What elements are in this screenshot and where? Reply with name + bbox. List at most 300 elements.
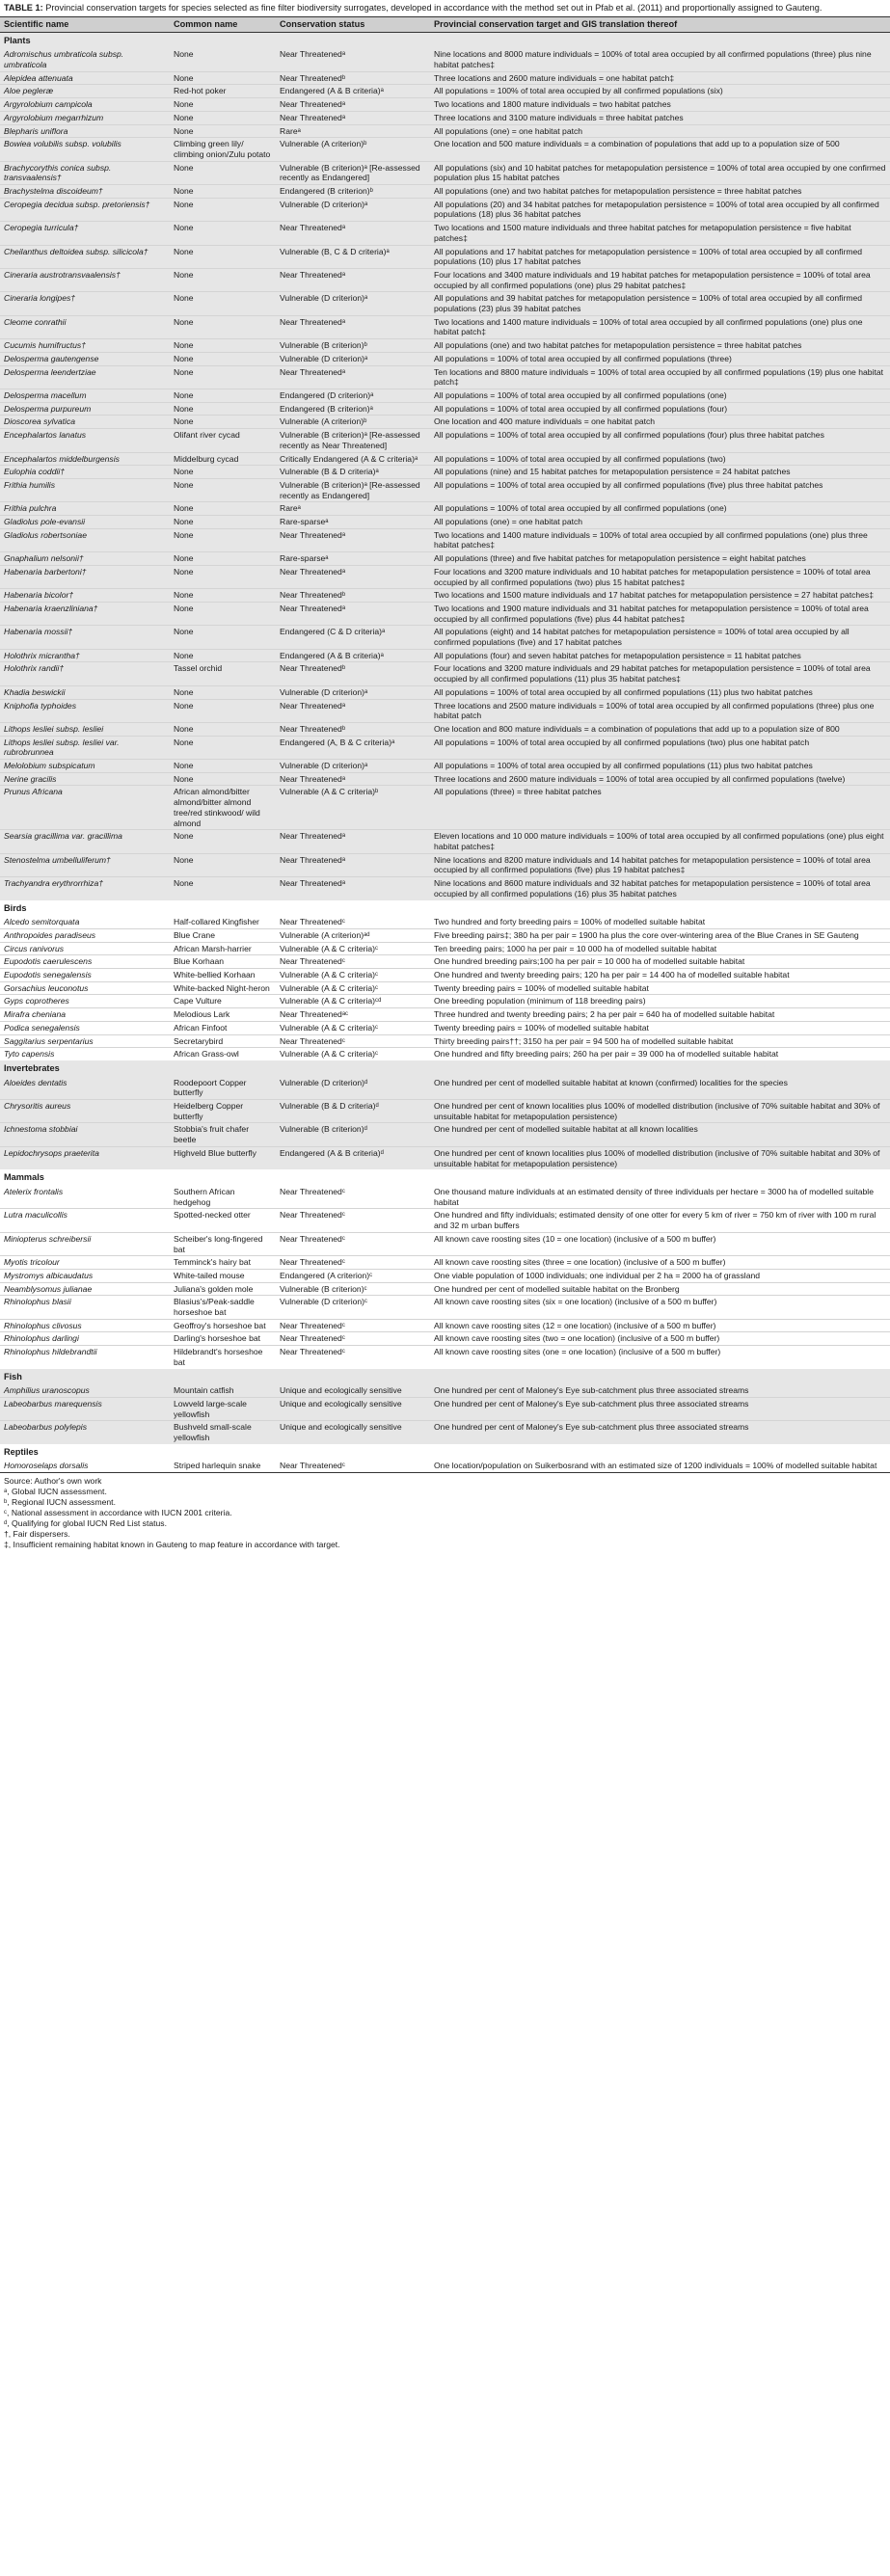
scientific-name-cell: Cineraria austrotransvaalensis†	[0, 268, 170, 291]
provincial-target-cell: One location/population on Suikerbosrand with an estimated size of 1200 individuals = 100% of modelled suitable habitat	[434, 1461, 877, 1471]
common-name-cell: Melodious Lark	[170, 1008, 276, 1022]
table-row	[0, 1384, 890, 1397]
header-common-name: Common name	[170, 16, 276, 32]
provincial-target-cell: All populations = 100% of total area occupied by all confirmed populations (one)	[430, 502, 890, 516]
table-row	[0, 389, 890, 402]
common-name-cell: Stobbia's fruit chafer beetle	[170, 1123, 276, 1146]
common-name-cell: None	[170, 339, 276, 353]
conservation-status-cell: Near Threatenedᶜ	[276, 1319, 430, 1332]
table-row	[0, 1232, 890, 1255]
table-row	[0, 760, 890, 773]
table-row	[0, 1186, 890, 1209]
header-provincial-target: Provincial conservation target and GIS translation thereof	[430, 16, 890, 32]
table-row	[0, 1100, 890, 1123]
table-row	[0, 161, 890, 184]
common-name-cell: None	[170, 830, 276, 853]
conservation-status-cell: Critically Endangered (A & C criteria)ᵃ	[276, 452, 430, 466]
conservation-status-cell: Vulnerable (B criterion)ᵈ	[276, 1123, 430, 1146]
conservation-status-cell: Near Threatenedᵃ	[276, 48, 430, 71]
provincial-target-cell: All populations (eight) and 14 habitat patches for metapopulation persistence = 100% of total area occupied by all confirmed populations (five) and 17 habitat patches	[430, 626, 890, 649]
common-name-cell: None	[170, 365, 276, 389]
provincial-target-cell: All populations (nine) and 15 habitat patches for metapopulation persistence = 24 habitat patches	[430, 466, 890, 479]
conservation-status-cell: Near Threatenedᵇ	[276, 722, 430, 736]
conservation-status-cell: Vulnerable (A & C criteria)ᶜ	[276, 1048, 430, 1060]
common-name-cell: Striped harlequin snake	[174, 1461, 261, 1471]
conservation-status-cell: Near Threatenedᵃᶜ	[276, 1008, 430, 1022]
provincial-target-cell: Eleven locations and 10 000 mature individuals = 100% of total area occupied by all confirmed populations (one) plus eight habitat patches‡	[430, 830, 890, 853]
section-header-row	[0, 1444, 890, 1461]
scientific-name-cell: Khadia beswickii	[0, 685, 170, 699]
table-row	[0, 268, 890, 291]
scientific-name-cell: Ichnestoma stobbiai	[0, 1123, 170, 1146]
provincial-target-cell: Two locations and 1400 mature individuals = 100% of total area occupied by all confirmed populations (one) plus one habitat patch‡	[430, 315, 890, 338]
conservation-status-cell: Near Threatenedᵃ	[276, 853, 430, 876]
conservation-status-cell: Endangered (B criterion)ᵇ	[276, 185, 430, 199]
scientific-name-cell: Ceropegia decidua subsp. pretoriensis†	[0, 198, 170, 221]
provincial-target-cell: All known cave roosting sites (two = one location) (inclusive of a 500 m buffer)	[430, 1332, 890, 1346]
table-row	[0, 1209, 890, 1232]
conservation-status-cell: Near Threatenedᵃ	[276, 268, 430, 291]
table-row	[0, 662, 890, 685]
provincial-target-cell: All populations (one) = one habitat patch	[430, 124, 890, 138]
provincial-target-cell: Three locations and 2600 mature individuals = 100% of total area occupied by all confirmed populations (twelve)	[430, 772, 890, 786]
conservation-status-cell: Near Threatenedᵃ	[276, 699, 430, 722]
provincial-target-cell: Two locations and 1800 mature individuals = two habitat patches	[430, 98, 890, 112]
table-row	[0, 245, 890, 268]
scientific-name-cell: Neamblysomus julianae	[0, 1282, 170, 1296]
scientific-name-cell: Lepidochrysops praeterita	[0, 1146, 170, 1169]
table-row	[0, 98, 890, 112]
table-row	[0, 736, 890, 759]
provincial-target-cell: Two locations and 1500 mature individuals and 17 habitat patches for metapopulation persistence = 27 habitat patches‡	[430, 589, 890, 603]
provincial-target-cell: One location and 400 mature individuals = one habitat patch	[430, 416, 890, 429]
provincial-target-cell: All populations (four) and seven habitat patches for metapopulation persistence = 11 habitat patches	[430, 649, 890, 662]
table-row	[0, 315, 890, 338]
scientific-name-cell: Atelerix frontalis	[4, 1186, 64, 1196]
scientific-name-cell: Argyrolobium campicola	[0, 98, 170, 112]
provincial-target-cell: All populations and 39 habitat patches for metapopulation persistence = 100% of total area occupied by all confirmed populations (23) plus 39 habitat patches	[430, 292, 890, 315]
table-row	[0, 1397, 890, 1420]
table-footnotes	[0, 1472, 890, 1553]
table-row	[0, 853, 890, 876]
common-name-cell: None	[170, 352, 276, 365]
conservation-status-cell: Endangered (D criterion)ᵃ	[276, 389, 430, 402]
conservation-status-cell: Near Threatenedᶜ	[276, 1232, 430, 1255]
common-name-cell: None	[170, 402, 276, 416]
conservation-status-cell: Near Threatenedᵇ	[276, 662, 430, 685]
common-name-cell: Highveld Blue butterfly	[170, 1146, 276, 1169]
common-name-cell: Roodepoort Copper butterfly	[170, 1077, 276, 1100]
table-row	[0, 352, 890, 365]
conservation-status-cell: Vulnerable (A & C criteria)ᶜ	[276, 981, 430, 995]
footnote-item: †, Fair dispersers.	[4, 1529, 70, 1540]
provincial-target-cell: One location and 500 mature individuals = a combination of populations that add up to a population size of 500	[430, 138, 890, 161]
common-name-cell: African Finfoot	[170, 1021, 276, 1034]
common-name-cell: Red-hot poker	[170, 85, 276, 98]
provincial-target-cell: Four locations and 3200 mature individuals and 29 habitat patches for metapopulation persistence = 100% of total area occupied by all confirmed populations (11) plus 35 habitat patches‡	[430, 662, 890, 685]
provincial-target-cell: One hundred per cent of known localities plus 100% of modelled distribution (inclusive of 70% suitable habitat and 30% of unsuitable habitat for metapopulation persistence)	[430, 1146, 890, 1169]
provincial-target-cell: One thousand mature individuals at an estimated density of three individuals per hectare = 3000 ha of modelled suitable habitat	[434, 1186, 874, 1207]
conservation-status-cell: Vulnerable (D criterion)ᵃ	[276, 292, 430, 315]
section-header-row	[0, 32, 890, 48]
conservation-status-cell: Near Threatenedᵃ	[276, 830, 430, 853]
common-name-cell: African Marsh-harrier	[170, 942, 276, 955]
provincial-target-cell: All populations (one) and two habitat patches for metapopulation persistence = three habitat patches	[430, 185, 890, 199]
table-row	[0, 649, 890, 662]
conservation-status-cell: Vulnerable (B criterion)ᶜ	[276, 1282, 430, 1296]
scientific-name-cell: Gyps coprotheres	[0, 995, 170, 1008]
common-name-cell: Tassel orchid	[170, 662, 276, 685]
scientific-name-cell: Saggitarius serpentarius	[0, 1034, 170, 1048]
conservation-status-cell: Vulnerable (D criterion)ᵃ	[276, 760, 430, 773]
scientific-name-cell: Ceropegia turricula†	[0, 222, 170, 245]
table-row	[0, 1421, 890, 1444]
conservation-status-cell: Unique and ecologically sensitive	[276, 1384, 430, 1397]
common-name-cell: None	[170, 292, 276, 315]
common-name-cell: None	[170, 389, 276, 402]
scientific-name-cell: Chrysoritis aureus	[0, 1100, 170, 1123]
provincial-target-cell: Ten locations and 8800 mature individuals = 100% of total area occupied by all confirmed populations (19) plus one habitat patch‡	[430, 365, 890, 389]
common-name-cell: None	[170, 626, 276, 649]
conservation-status-cell: Vulnerable (B & D criteria)ᵃ	[276, 466, 430, 479]
common-name-cell: Blasius's/Peak-saddle horseshoe bat	[170, 1296, 276, 1319]
conservation-status-cell: Vulnerable (D criterion)ᵃ	[276, 685, 430, 699]
scientific-name-cell: Holothrix micrantha†	[0, 649, 170, 662]
table-row	[0, 478, 890, 501]
provincial-target-cell: All populations = 100% of total area occupied by all confirmed populations (four) plus three habitat patches	[430, 429, 890, 452]
conservation-status-cell: Vulnerable (A criterion)ᵃᵈ	[276, 928, 430, 942]
conservation-status-cell: Vulnerable (A & C criteria)ᵇ	[276, 786, 430, 830]
table-row	[0, 981, 890, 995]
table-row	[0, 1332, 890, 1346]
table-row	[0, 528, 890, 551]
conservation-status-cell: Endangered (B criterion)ᵃ	[276, 402, 430, 416]
conservation-status-cell: Near Threatenedᵇ	[276, 589, 430, 603]
common-name-cell: None	[170, 760, 276, 773]
common-name-cell: Climbing green lily/ climbing onion/Zulu potato	[170, 138, 276, 161]
conservation-status-cell: Near Threatenedᵇ	[276, 71, 430, 85]
scientific-name-cell: Lutra maculicollis	[0, 1209, 170, 1232]
conservation-status-cell: Near Threatenedᵃ	[276, 772, 430, 786]
common-name-cell: White-backed Night-heron	[170, 981, 276, 995]
header-conservation-status: Conservation status	[276, 16, 430, 32]
conservation-status-cell: Near Threatenedᵃ	[276, 111, 430, 124]
provincial-target-cell: One hundred per cent of modelled suitable habitat at known (confirmed) localities for the species	[430, 1077, 890, 1100]
scientific-name-cell: Myotis tricolour	[0, 1256, 170, 1270]
section-title: Fish	[0, 1369, 890, 1385]
footnote-item: ‡, Insufficient remaining habitat known in Gauteng to map feature in accordance with target.	[4, 1540, 340, 1550]
provincial-target-cell: All populations = 100% of total area occupied by all confirmed populations (11) plus two habitat patches	[430, 760, 890, 773]
table-row	[0, 969, 890, 982]
conservation-status-cell: Vulnerable (B criterion)ᵃ [Re-assessed recently as Endangered]	[276, 478, 430, 501]
scientific-name-cell: Stenostelma umbelluliferum†	[0, 853, 170, 876]
scientific-name-cell: Dioscorea sylvatica	[0, 416, 170, 429]
scientific-name-cell: Searsia gracillima var. gracillima	[0, 830, 170, 853]
common-name-cell: None	[170, 877, 276, 900]
scientific-name-cell: Alcedo semitorquata	[4, 917, 80, 927]
scientific-name-cell: Labeobarbus polylepis	[0, 1421, 170, 1444]
scientific-name-cell: Miniopterus schreibersii	[0, 1232, 170, 1255]
common-name-cell: None	[170, 699, 276, 722]
table-row	[0, 1296, 890, 1319]
footnote-item: ᵃ, Global IUCN assessment.	[4, 1487, 107, 1497]
table-row	[0, 48, 890, 71]
common-name-cell: None	[170, 315, 276, 338]
common-name-cell: None	[170, 649, 276, 662]
provincial-target-cell: Nine locations and 8000 mature individuals = 100% of total area occupied by all confirmed populations (three) plus nine habitat patches‡	[430, 48, 890, 71]
common-name-cell: Heidelberg Copper butterfly	[170, 1100, 276, 1123]
provincial-target-cell: All populations (one) = one habitat patch	[430, 516, 890, 529]
conservation-status-cell: Vulnerable (D criterion)ᵈ	[276, 1077, 430, 1100]
provincial-target-cell: Two locations and 1900 mature individuals and 31 habitat patches for metapopulation persistence = 100% of total area occupied by all confirmed populations (five) plus 44 habitat patches‡	[430, 602, 890, 625]
table-row	[0, 292, 890, 315]
conservation-status-cell: Endangered (C & D criteria)ᵃ	[276, 626, 430, 649]
provincial-target-cell: All populations (three) and five habitat patches for metapopulation persistence = eight habitat patches	[430, 552, 890, 566]
conservation-status-cell: Near Threatenedᶜ	[276, 955, 430, 969]
common-name-cell: None	[170, 222, 276, 245]
common-name-cell: None	[170, 552, 276, 566]
common-name-cell: None	[170, 466, 276, 479]
provincial-target-cell: All populations = 100% of total area occupied by all confirmed populations (five) plus three habitat patches	[430, 478, 890, 501]
table-row	[0, 111, 890, 124]
caption-label: TABLE 1:	[4, 3, 43, 13]
scientific-name-cell: Gorsachius leuconotus	[0, 981, 170, 995]
scientific-name-cell: Rhinolophus clivosus	[0, 1319, 170, 1332]
common-name-cell: Blue Crane	[170, 928, 276, 942]
scientific-name-cell: Eupodotis caerulescens	[0, 955, 170, 969]
section-header-row	[0, 1169, 890, 1186]
conservation-status-cell: Endangered (A, B & C criteria)ᵃ	[276, 736, 430, 759]
conservation-status-cell: Vulnerable (B criterion)ᵃ [Re-assessed recently as Near Threatened]	[276, 429, 430, 452]
provincial-target-cell: One location and 800 mature individuals = a combination of populations that add up to a population size of 800	[430, 722, 890, 736]
table-row	[0, 138, 890, 161]
table-row	[0, 339, 890, 353]
provincial-target-cell: One hundred per cent of Maloney's Eye sub-catchment plus three associated streams	[430, 1421, 890, 1444]
common-name-cell: African almond/bitter almond/bitter almond tree/red stinkwood/ wild almond	[170, 786, 276, 830]
common-name-cell: None	[170, 528, 276, 551]
conservation-status-cell: Near Threatenedᵃ	[276, 528, 430, 551]
common-name-cell: None	[170, 685, 276, 699]
provincial-target-cell: All known cave roosting sites (one = one location) (inclusive of a 500 m buffer)	[430, 1346, 890, 1369]
scientific-name-cell: Rhinolophus darlingi	[0, 1332, 170, 1346]
provincial-target-cell: One hundred and fifty breeding pairs; 260 ha per pair = 39 000 ha of modelled suitable habitat	[430, 1048, 890, 1060]
common-name-cell: Spotted-necked otter	[170, 1209, 276, 1232]
table-row	[0, 124, 890, 138]
scientific-name-cell: Delosperma gautengense	[0, 352, 170, 365]
table-header	[0, 16, 890, 32]
provincial-target-cell: One viable population of 1000 individuals; one individual per 2 ha = 2000 ha of grassland	[430, 1269, 890, 1282]
scientific-name-cell: Encephalartos middelburgensis	[0, 452, 170, 466]
table-row	[0, 429, 890, 452]
table-row	[0, 916, 890, 928]
provincial-target-cell: One hundred breeding pairs;100 ha per pair = 10 000 ha of modelled suitable habitat	[430, 955, 890, 969]
provincial-target-cell: Two locations and 1500 mature individuals and three habitat patches for metapopulation persistence = five habitat patches‡	[430, 222, 890, 245]
conservation-status-cell: Near Threatenedᶜ	[276, 1034, 430, 1048]
scientific-name-cell: Anthropoides paradiseus	[0, 928, 170, 942]
scientific-name-cell: Gladiolus pole-evansii	[0, 516, 170, 529]
provincial-target-cell: All populations = 100% of total area occupied by all confirmed populations (one)	[430, 389, 890, 402]
common-name-cell: Secretarybird	[170, 1034, 276, 1048]
table-caption	[0, 0, 890, 16]
conservation-status-cell: Rare-sparseᵃ	[276, 552, 430, 566]
provincial-target-cell: Twenty breeding pairs = 100% of modelled suitable habitat	[430, 1021, 890, 1034]
scientific-name-cell: Delosperma macellum	[0, 389, 170, 402]
table-row	[0, 552, 890, 566]
scientific-name-cell: Nerine gracilis	[0, 772, 170, 786]
source-note: Source: Author's own work	[4, 1476, 102, 1487]
conservation-status-cell: Vulnerable (D criterion)ᵃ	[276, 352, 430, 365]
provincial-target-cell: Three locations and 2500 mature individuals = 100% of total area occupied by all confirmed populations (three) plus one habitat patch	[430, 699, 890, 722]
common-name-cell: None	[170, 71, 276, 85]
section-title: Mammals	[4, 1172, 44, 1183]
common-name-cell: None	[170, 416, 276, 429]
scientific-name-cell: Cucumis humifructus†	[0, 339, 170, 353]
provincial-target-cell: Three locations and 3100 mature individuals = three habitat patches	[430, 111, 890, 124]
common-name-cell: Hildebrandt's horseshoe bat	[170, 1346, 276, 1369]
common-name-cell: None	[170, 245, 276, 268]
conservation-status-cell: Rareᵃ	[276, 124, 430, 138]
conservation-status-cell: Vulnerable (B & D criteria)ᵈ	[276, 1100, 430, 1123]
common-name-cell: None	[170, 198, 276, 221]
table-body	[0, 32, 890, 1472]
scientific-name-cell: Eupodotis senegalensis	[0, 969, 170, 982]
provincial-target-cell: All populations = 100% of total area occupied by all confirmed populations (11) plus two habitat patches	[430, 685, 890, 699]
scientific-name-cell: Tyto capensis	[0, 1048, 170, 1060]
table-row	[0, 722, 890, 736]
common-name-cell: Olifant river cycad	[170, 429, 276, 452]
conservation-status-cell: Rare-sparseᵃ	[276, 516, 430, 529]
scientific-name-cell: Frithia pulchra	[0, 502, 170, 516]
table-row	[0, 685, 890, 699]
conservation-status-cell: Vulnerable (B criterion)ᵇ	[276, 339, 430, 353]
scientific-name-cell: Labeobarbus marequensis	[0, 1397, 170, 1420]
scientific-name-cell: Gladiolus robertsoniae	[0, 528, 170, 551]
table-row	[0, 516, 890, 529]
conservation-status-cell: Near Threatenedᶜ	[276, 1256, 430, 1270]
conservation-status-cell: Vulnerable (B criterion)ᵃ [Re-assessed recently as Endangered]	[276, 161, 430, 184]
conservation-status-cell: Near Threatenedᵃ	[276, 565, 430, 588]
scientific-name-cell: Habenaria bicolor†	[0, 589, 170, 603]
provincial-target-cell: One hundred per cent of Maloney's Eye sub-catchment plus three associated streams	[430, 1384, 890, 1397]
conservation-status-cell: Endangered (A & B criteria)ᵃ	[276, 649, 430, 662]
scientific-name-cell: Delosperma leendertziae	[0, 365, 170, 389]
conservation-status-cell: Near Threatenedᶜ	[280, 1186, 345, 1196]
provincial-target-cell: One breeding population (minimum of 118 breeding pairs)	[430, 995, 890, 1008]
scientific-name-cell: Blepharis uniflora	[0, 124, 170, 138]
table-row	[0, 1269, 890, 1282]
common-name-cell: None	[170, 478, 276, 501]
scientific-name-cell: Frithia humilis	[0, 478, 170, 501]
section-title: Plants	[0, 32, 890, 48]
conservation-status-cell: Near Threatenedᶜ	[276, 1209, 430, 1232]
common-name-cell: None	[170, 502, 276, 516]
caption-text: Provincial conservation targets for species selected as fine filter biodiversity surrogates, developed in accordance with the method set out in Pfab et al. (2011) and proportionally assigned to Gauteng.	[45, 3, 823, 13]
header-scientific-name: Scientific name	[0, 16, 170, 32]
common-name-cell: Juliana's golden mole	[170, 1282, 276, 1296]
footnote-item: ᵇ, Regional IUCN assessment.	[4, 1497, 116, 1508]
common-name-cell: Middelburg cycad	[170, 452, 276, 466]
table-row	[0, 602, 890, 625]
provincial-target-cell: Ten breeding pairs; 1000 ha per pair = 10 000 ha of modelled suitable habitat	[430, 942, 890, 955]
conservation-status-cell: Near Threatenedᵃ	[276, 877, 430, 900]
table-row	[0, 1077, 890, 1100]
common-name-cell: African Grass-owl	[170, 1048, 276, 1060]
common-name-cell: White-bellied Korhaan	[170, 969, 276, 982]
scientific-name-cell: Lithops lesliei subsp. lesliei var. rubrobrunnea	[0, 736, 170, 759]
conservation-status-cell: Near Threatenedᵃ	[276, 98, 430, 112]
scientific-name-cell: Cleome conrathii	[0, 315, 170, 338]
conservation-status-cell: Vulnerable (D criterion)ᶜ	[276, 1296, 430, 1319]
provincial-target-cell: Five breeding pairs‡; 380 ha per pair = 1900 ha plus the core over-wintering area of the Blue Cranes in SE Gauteng	[430, 928, 890, 942]
table-row	[0, 626, 890, 649]
table-row	[0, 1346, 890, 1369]
common-name-cell: None	[170, 124, 276, 138]
conservation-targets-table	[0, 16, 890, 1473]
common-name-cell: None	[170, 602, 276, 625]
provincial-target-cell: One hundred per cent of modelled suitable habitat at all known localities	[430, 1123, 890, 1146]
table-row	[0, 466, 890, 479]
conservation-status-cell: Near Threatenedᵃ	[276, 365, 430, 389]
provincial-target-cell: One hundred and twenty breeding pairs; 120 ha per pair = 14 400 ha of modelled suitable habitat	[430, 969, 890, 982]
provincial-target-cell: One hundred per cent of modelled suitable habitat on the Bronberg	[430, 1282, 890, 1296]
provincial-target-cell: Two locations and 1400 mature individuals = 100% of total area occupied by all confirmed populations (one) plus three habitat patches‡	[430, 528, 890, 551]
scientific-name-cell: Brachycorythis conica subsp. transvaalensis†	[0, 161, 170, 184]
table-row	[0, 565, 890, 588]
table-row	[0, 772, 890, 786]
common-name-cell: Southern African hedgehog	[174, 1186, 235, 1207]
common-name-cell: None	[170, 161, 276, 184]
common-name-cell: None	[170, 565, 276, 588]
common-name-cell: Geoffroy's horseshoe bat	[170, 1319, 276, 1332]
conservation-status-cell: Rareᵃ	[276, 502, 430, 516]
conservation-status-cell: Unique and ecologically sensitive	[276, 1421, 430, 1444]
table-row	[0, 1123, 890, 1146]
scientific-name-cell: Alepidea attenuata	[0, 71, 170, 85]
conservation-status-cell: Endangered (A & B criteria)ᵈ	[276, 1146, 430, 1169]
conservation-status-cell: Near Threatenedᵃ	[276, 222, 430, 245]
common-name-cell: None	[170, 589, 276, 603]
table-row	[0, 589, 890, 603]
table-row	[0, 222, 890, 245]
scientific-name-cell: Amphilius uranoscopus	[0, 1384, 170, 1397]
conservation-status-cell: Endangered (A & B criteria)ᵃ	[276, 85, 430, 98]
section-header-row	[0, 1060, 890, 1077]
provincial-target-cell: All populations and 17 habitat patches for metapopulation persistence = 100% of total area occupied by all confirmed populations (10) plus 17 habitat patches	[430, 245, 890, 268]
scientific-name-cell: Habenaria mossii†	[0, 626, 170, 649]
table-row	[0, 1021, 890, 1034]
table-row	[0, 786, 890, 830]
scientific-name-cell: Cheilanthus deltoidea subsp. silicicola†	[0, 245, 170, 268]
common-name-cell: None	[170, 516, 276, 529]
scientific-name-cell: Bowiea volubilis subsp. volubilis	[0, 138, 170, 161]
table-row	[0, 995, 890, 1008]
table-row	[0, 1256, 890, 1270]
scientific-name-cell: Habenaria barbertoni†	[0, 565, 170, 588]
footnote-item: ᶜ, National assessment in accordance with IUCN 2001 criteria.	[4, 1508, 232, 1518]
provincial-target-cell: One hundred and fifty individuals; estimated density of one otter for every 5 km of river = 750 km of river with 100 m rural and 32 m urban buffers	[430, 1209, 890, 1232]
scientific-name-cell: Argyrolobium megarrhizum	[0, 111, 170, 124]
provincial-target-cell: Two hundred and forty breeding pairs = 100% of modelled suitable habitat	[434, 917, 706, 927]
provincial-target-cell: All populations = 100% of total area occupied by all confirmed populations (two) plus one habitat patch	[430, 736, 890, 759]
provincial-target-cell: All known cave roosting sites (12 = one location) (inclusive of a 500 m buffer)	[430, 1319, 890, 1332]
table-row	[0, 185, 890, 199]
common-name-cell: None	[170, 853, 276, 876]
table-row	[0, 416, 890, 429]
common-name-cell: Blue Korhaan	[170, 955, 276, 969]
provincial-target-cell: All populations = 100% of total area occupied by all confirmed populations (two)	[430, 452, 890, 466]
provincial-target-cell: All populations = 100% of total area occupied by all confirmed populations (six)	[430, 85, 890, 98]
section-header-row	[0, 1369, 890, 1385]
